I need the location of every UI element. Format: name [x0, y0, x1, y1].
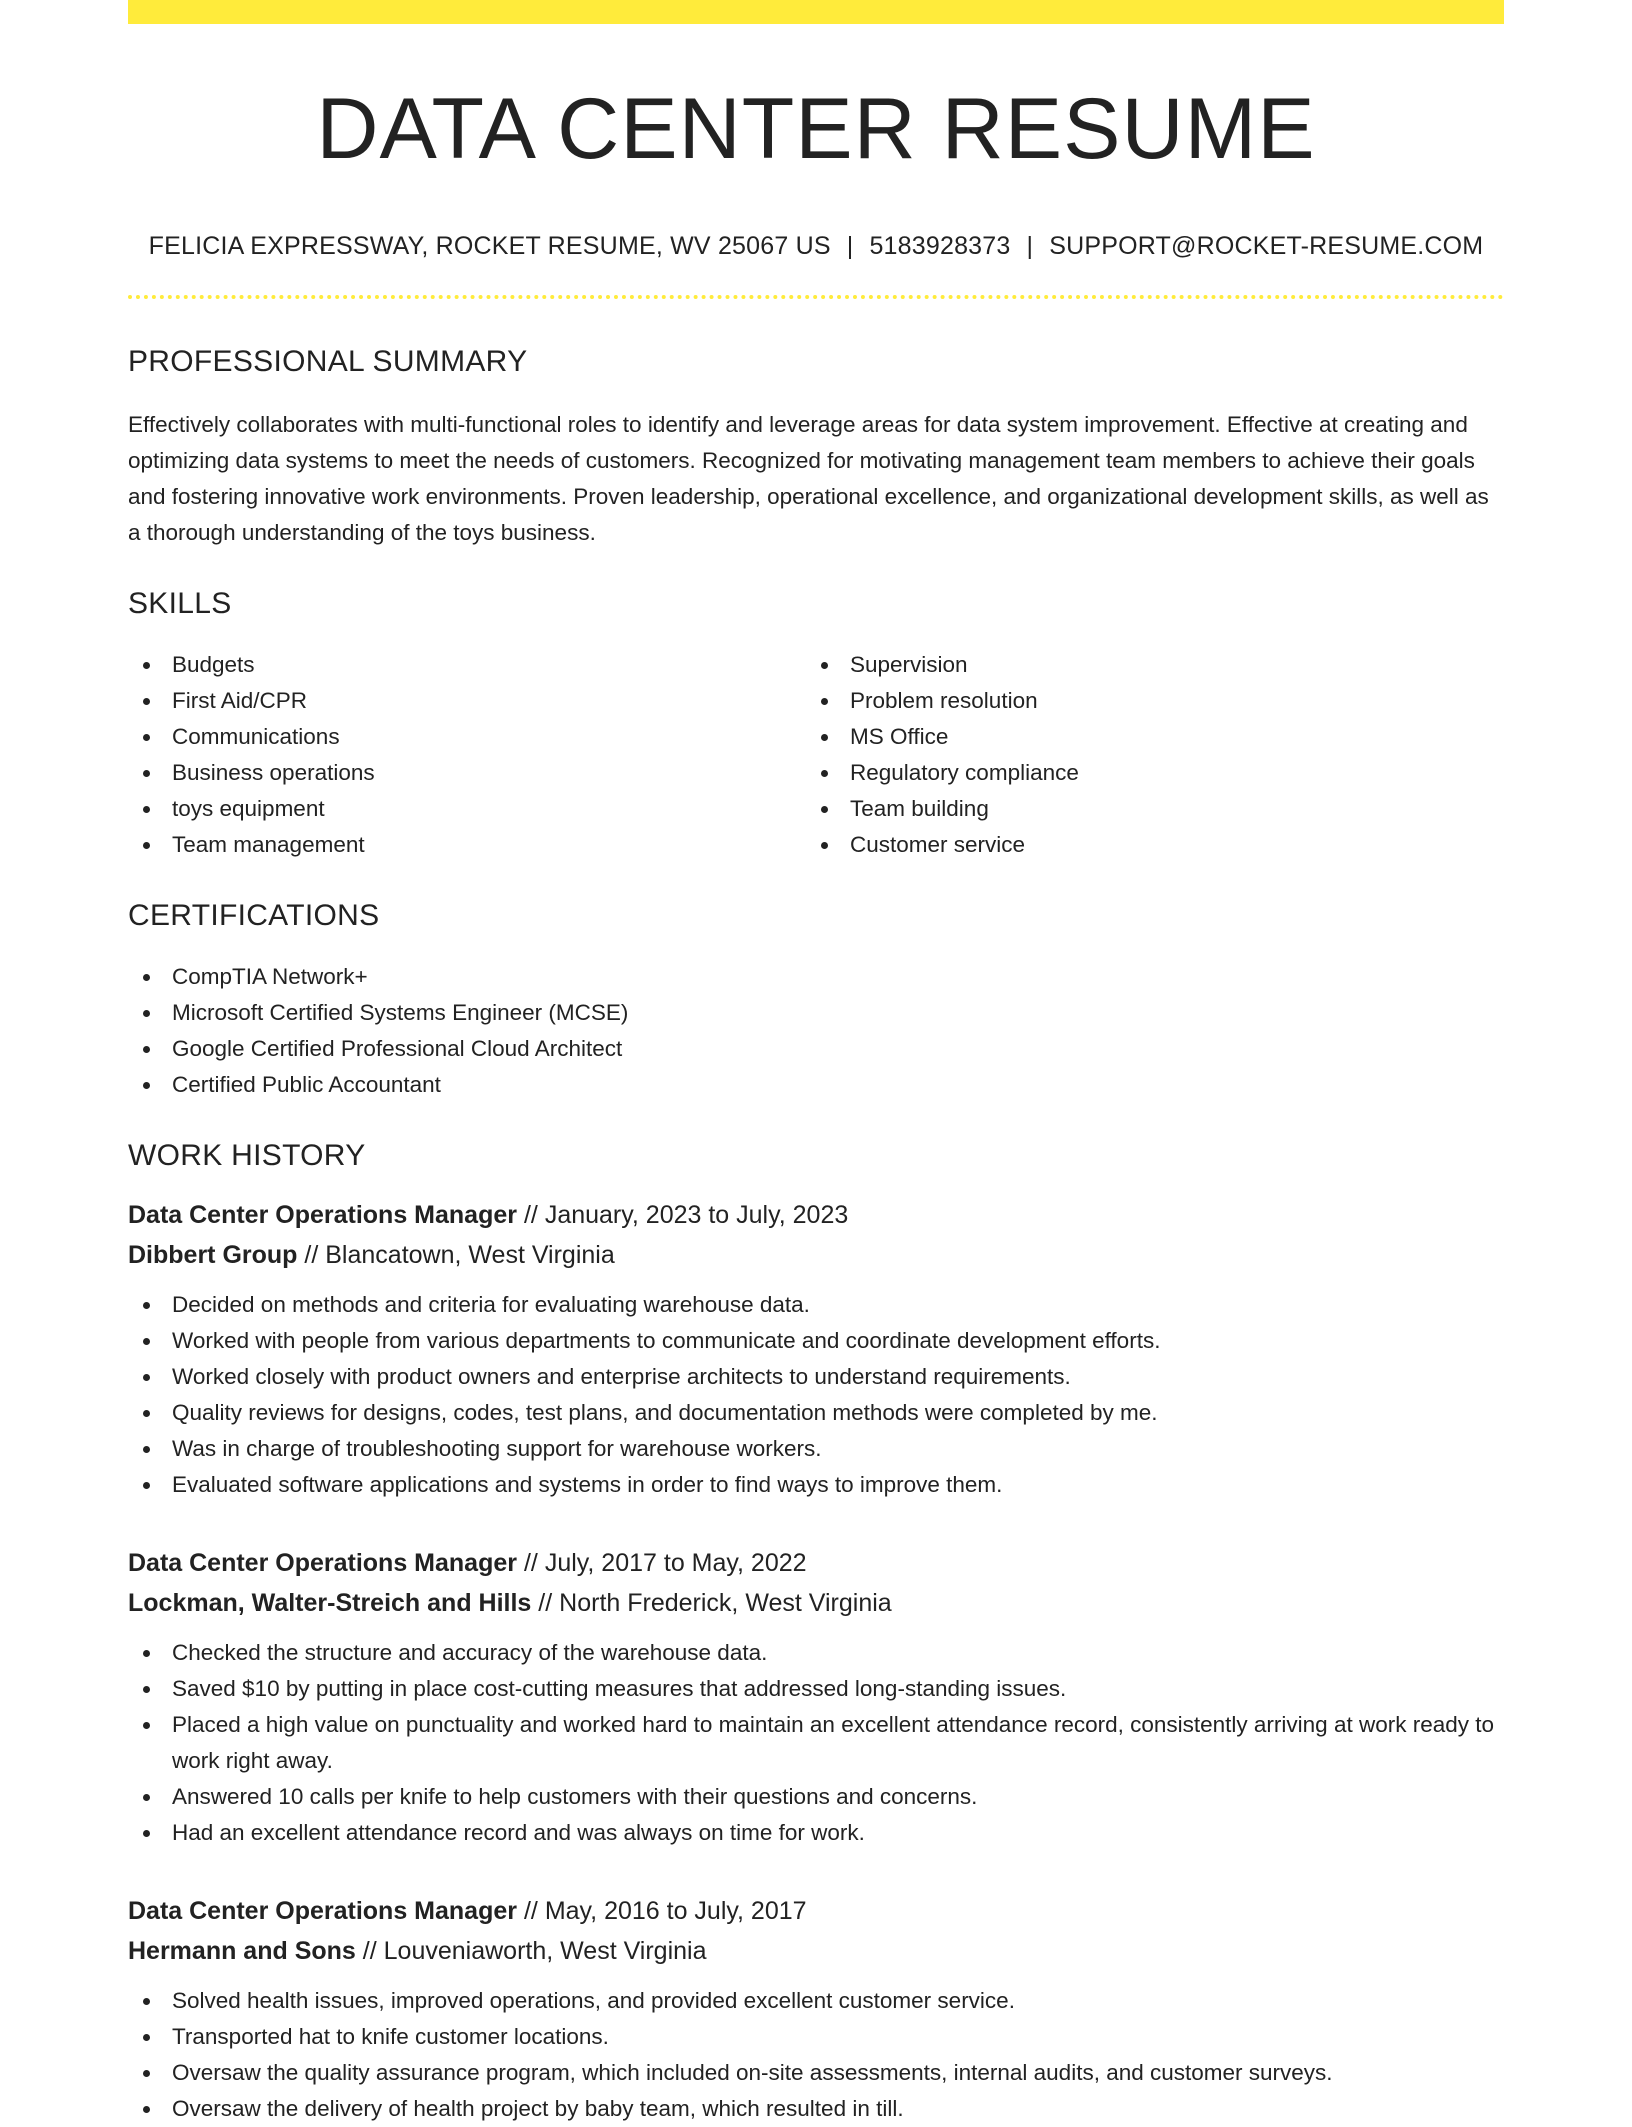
skill-item: Team building	[806, 791, 1484, 827]
job-company-line	[128, 1931, 1504, 1971]
resume-title: DATA CENTER RESUME	[316, 81, 1316, 177]
job-bullet-list	[128, 1635, 1504, 1851]
skill-item: Team management	[128, 827, 806, 863]
job-bullet: Checked the structure and accuracy of the warehouse data.	[128, 1635, 1504, 1671]
job-bullet: Placed a high value on punctuality and worked hard to maintain an excellent attendance record, consistently arriving at work ready to work right away.	[128, 1707, 1504, 1779]
job-bullet: Quality reviews for designs, codes, test plans, and documentation methods were completed by me.	[128, 1395, 1504, 1431]
resume-page	[128, 0, 1504, 2127]
skills-list-right	[806, 647, 1484, 863]
skill-item: Supervision	[806, 647, 1484, 683]
certification-item: Certified Public Accountant	[128, 1067, 1504, 1103]
job-delimiter: //	[523, 1201, 538, 1229]
job-role: Data Center Operations Manager	[128, 1897, 517, 1925]
job-role-line	[128, 1195, 1504, 1235]
job-location: Blancatown, West Virginia	[325, 1241, 615, 1269]
contact-address: FELICIA EXPRESSWAY, ROCKET RESUME, WV 25067 US	[148, 232, 831, 260]
skills-heading: SKILLS	[128, 587, 232, 620]
job-company: Dibbert Group	[128, 1241, 298, 1269]
job-bullet: Evaluated software applications and systems in order to find ways to improve them.	[128, 1467, 1504, 1503]
job-entry	[128, 1195, 1504, 1503]
job-bullet-list	[128, 1287, 1504, 1503]
skills-list-left	[128, 647, 806, 863]
job-role: Data Center Operations Manager	[128, 1549, 517, 1577]
contact-separator: |	[846, 232, 854, 260]
job-bullet: Saved $10 by putting in place cost-cutting measures that addressed long-standing issues.	[128, 1671, 1504, 1707]
certification-item: CompTIA Network+	[128, 959, 1504, 995]
contact-separator: |	[1026, 232, 1034, 260]
job-company-line	[128, 1583, 1504, 1623]
skill-item: Customer service	[806, 827, 1484, 863]
dotted-divider	[128, 295, 1504, 299]
job-delimiter: //	[523, 1897, 538, 1925]
skill-item: toys equipment	[128, 791, 806, 827]
job-role: Data Center Operations Manager	[128, 1201, 517, 1229]
job-role-line	[128, 1891, 1504, 1931]
job-company: Lockman, Walter-Streich and Hills	[128, 1589, 532, 1617]
job-location: Louveniaworth, West Virginia	[383, 1937, 707, 1965]
job-delimiter: //	[362, 1937, 377, 1965]
skills-grid	[128, 647, 1504, 863]
job-bullet: Worked with people from various departments to communicate and coordinate development efforts.	[128, 1323, 1504, 1359]
job-bullet: Solved health issues, improved operations, and provided excellent customer service.	[128, 1983, 1504, 2019]
job-delimiter: //	[523, 1549, 538, 1577]
job-delimiter: //	[304, 1241, 319, 1269]
work-history-heading: WORK HISTORY	[128, 1139, 366, 1172]
job-company: Hermann and Sons	[128, 1937, 356, 1965]
job-bullet: Was in charge of troubleshooting support for warehouse workers.	[128, 1431, 1504, 1467]
certification-item: Microsoft Certified Systems Engineer (MCSE)	[128, 995, 1504, 1031]
job-bullet: Transported hat to knife customer locations.	[128, 2019, 1504, 2055]
certifications-list	[128, 959, 1504, 1103]
summary-text: Effectively collaborates with multi-functional roles to identify and leverage areas for data system improvement. Effective at creating and optimizing data systems to meet the needs of customers. Recognized for motivating management team members to achieve their goals and fostering innovative work environments. Proven leadership, operational excellence, and organizational development skills, as well as a thorough understanding of the toys business.	[128, 412, 1489, 545]
skill-item: Business operations	[128, 755, 806, 791]
skill-item: Budgets	[128, 647, 806, 683]
job-bullet: Oversaw the delivery of health project by baby team, which resulted in till.	[128, 2091, 1504, 2127]
job-entry	[128, 1891, 1504, 2127]
certification-item: Google Certified Professional Cloud Architect	[128, 1031, 1504, 1067]
job-entry	[128, 1543, 1504, 1851]
certifications-heading: CERTIFICATIONS	[128, 899, 380, 932]
job-role-line	[128, 1543, 1504, 1583]
skill-item: Problem resolution	[806, 683, 1484, 719]
job-bullet-list	[128, 1983, 1504, 2127]
top-accent-bar	[128, 0, 1504, 24]
contact-phone: 5183928373	[869, 232, 1011, 260]
job-dates: May, 2016 to July, 2017	[544, 1897, 807, 1925]
job-company-line	[128, 1235, 1504, 1275]
job-delimiter: //	[538, 1589, 553, 1617]
job-bullet: Oversaw the quality assurance program, which included on-site assessments, internal audits, and customer surveys.	[128, 2055, 1504, 2091]
contact-line	[128, 232, 1504, 261]
skill-item: Regulatory compliance	[806, 755, 1484, 791]
skill-item: First Aid/CPR	[128, 683, 806, 719]
job-bullet: Answered 10 calls per knife to help customers with their questions and concerns.	[128, 1779, 1504, 1815]
summary-heading: PROFESSIONAL SUMMARY	[128, 345, 528, 378]
skill-item: MS Office	[806, 719, 1484, 755]
job-bullet: Worked closely with product owners and enterprise architects to understand requirements.	[128, 1359, 1504, 1395]
job-dates: July, 2017 to May, 2022	[544, 1549, 807, 1577]
job-bullet: Decided on methods and criteria for evaluating warehouse data.	[128, 1287, 1504, 1323]
contact-email: SUPPORT@ROCKET-RESUME.COM	[1049, 232, 1484, 260]
job-dates: January, 2023 to July, 2023	[544, 1201, 849, 1229]
job-bullet: Had an excellent attendance record and was always on time for work.	[128, 1815, 1504, 1851]
job-location: North Frederick, West Virginia	[559, 1589, 892, 1617]
skill-item: Communications	[128, 719, 806, 755]
